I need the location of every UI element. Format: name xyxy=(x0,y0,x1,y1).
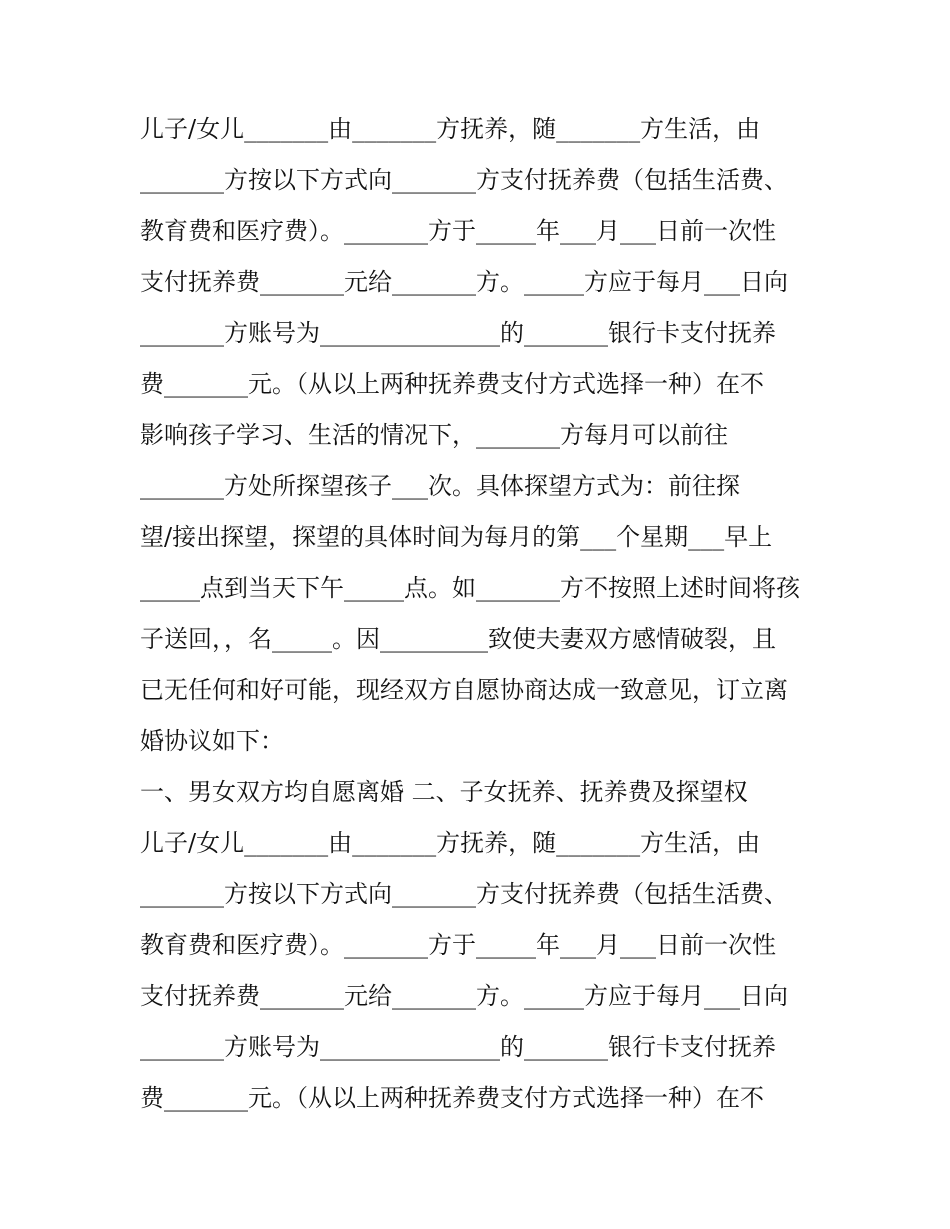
text-line: _______方账号为_______________的_______银行卡支付抚养 xyxy=(140,1033,776,1061)
section-heading-line: 一、男女双方均自愿离婚 二、子女抚养、抚养费及探望权 xyxy=(140,778,748,806)
text-line: _____点到当天下午_____点。如_______方不按照上述时间将孩 xyxy=(140,574,800,602)
text-line: 儿子/女儿_______由_______方抚养，随_______方生活，由 xyxy=(140,115,761,143)
text-line: 支付抚养费_______元给_______方。_____方应于每月___日向 xyxy=(140,268,788,296)
text-line: 教育费和医疗费）。_______方于_____年___月___日前一次性 xyxy=(140,217,776,245)
text-line: 教育费和医疗费）。_______方于_____年___月___日前一次性 xyxy=(140,931,776,959)
text-line: 子送回，，名_____。因_________致使夫妻双方感情破裂，且 xyxy=(140,625,776,653)
text-line: _______方按以下方式向_______方支付抚养费（包括生活费、 xyxy=(140,880,788,908)
text-line: 已无任何和好可能，现经双方自愿协商达成一致意见，订立离 xyxy=(140,676,788,704)
text-line: 婚协议如下： xyxy=(140,727,284,755)
text-line: 影响孩子学习、生活的情况下，_______方每月可以前往 xyxy=(140,421,728,449)
text-line: 支付抚养费_______元给_______方。_____方应于每月___日向 xyxy=(140,982,788,1010)
text-line: 费_______元。（从以上两种抚养费支付方式选择一种）在不 xyxy=(140,1084,764,1112)
text-line: 费_______元。（从以上两种抚养费支付方式选择一种）在不 xyxy=(140,370,764,398)
text-line: _______方按以下方式向_______方支付抚养费（包括生活费、 xyxy=(140,166,788,194)
text-line: 儿子/女儿_______由_______方抚养，随_______方生活，由 xyxy=(140,829,761,857)
text-line: _______方处所探望孩子___次。具体探望方式为：前往探 xyxy=(140,472,740,500)
text-line: _______方账号为_______________的_______银行卡支付抚养 xyxy=(140,319,776,347)
agreement-body xyxy=(140,104,820,1124)
text-line: 望/接出探望，探望的具体时间为每月的第___个星期___早上 xyxy=(140,523,773,551)
